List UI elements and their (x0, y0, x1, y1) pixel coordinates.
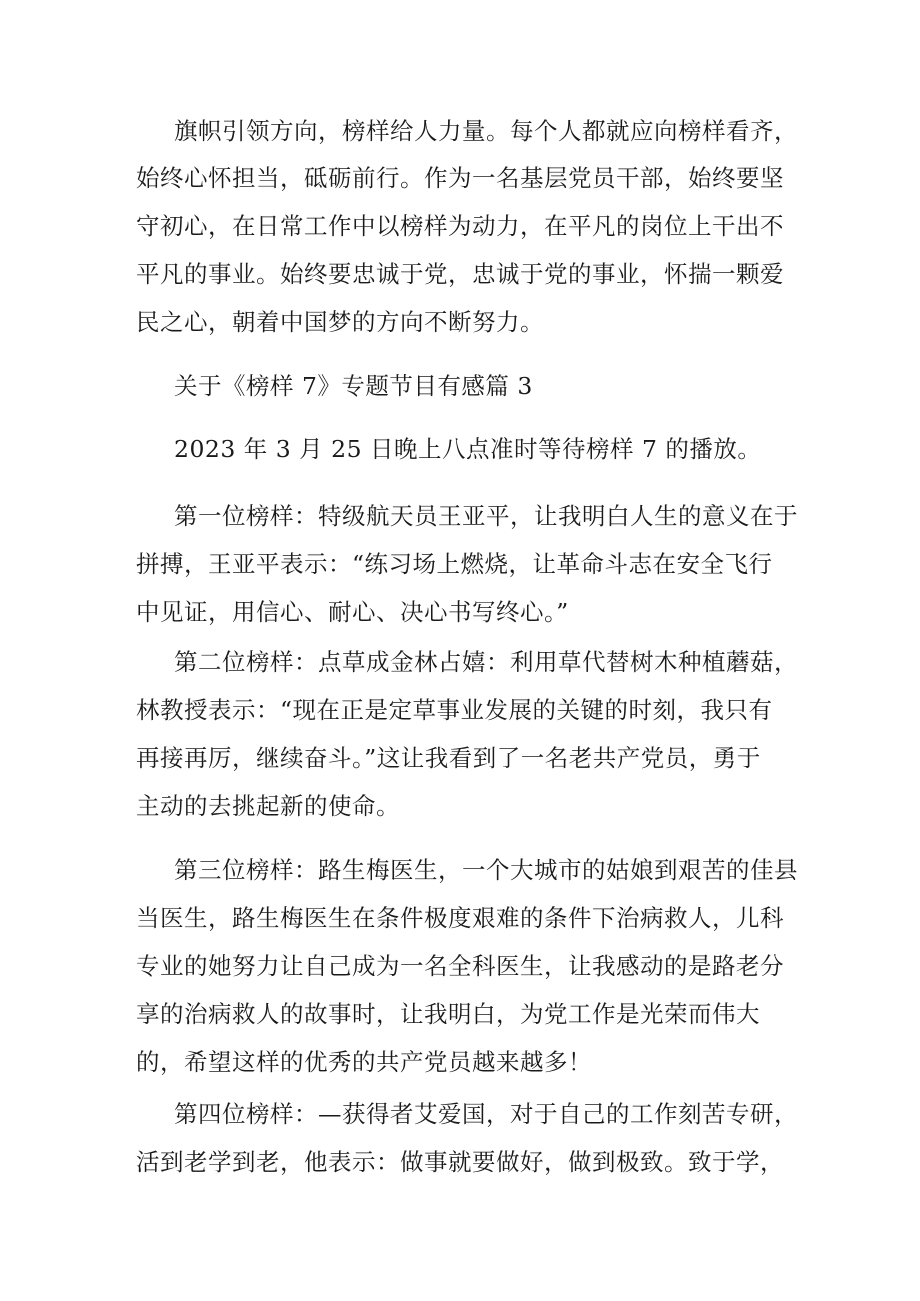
text-line: 守初心，在日常工作中以榜样为动力，在平凡的岗位上干出不 (136, 212, 784, 240)
text-line: 主动的去挑起新的使命。 (136, 792, 400, 820)
text-line: 的，希望这样的优秀的共产党员越来越多！ (136, 1048, 592, 1076)
text-line: 专业的她努力让自己成为一名全科医生，让我感动的是路老分 (136, 952, 784, 980)
text-line: 享的治病救人的故事时，让我明白，为党工作是光荣而伟大 (136, 1000, 760, 1028)
section-heading: 关于《榜样 7》专题节目有感篇 3 (174, 372, 533, 400)
text-line: 民之心，朝着中国梦的方向不断努力。 (136, 308, 544, 336)
text-line: 第一位榜样：特级航天员王亚平，让我明白人生的意义在于 (174, 502, 798, 530)
text-line: 第二位榜样：点草成金林占嬉：利用草代替树木种植蘑菇， (174, 648, 798, 676)
text-line: 活到老学到老，他表示：做事就要做好，做到极致。致于学， (136, 1148, 784, 1176)
text-line: 拼搏，王亚平表示：“练习场上燃烧，让革命斗志在安全飞行 (136, 550, 773, 578)
text-line: 平凡的事业。始终要忠诚于党，忠诚于党的事业，怀揣一颗爱 (136, 260, 784, 288)
text-line: 第四位榜样：—获得者艾爱国，对于自己的工作刻苦专研， (174, 1100, 798, 1128)
text-line: 第三位榜样：路生梅医生，一个大城市的姑娘到艰苦的佳县 (174, 856, 798, 884)
text-line: 当医生，路生梅医生在条件极度艰难的条件下治病救人，儿科 (136, 904, 784, 932)
intro-line: 2023 年 3 月 25 日晚上八点准时等待榜样 7 的播放。 (174, 435, 762, 463)
text-line: 旗帜引领方向，榜样给人力量。每个人都就应向榜样看齐， (174, 117, 798, 145)
text-line: 中见证，用信心、耐心、决心书写终心。” (136, 598, 569, 626)
text-line: 再接再厉，继续奋斗。”这让我看到了一名老共产党员，勇于 (136, 744, 761, 772)
text-line: 林教授表示：“现在正是定草事业发展的关键的时刻，我只有 (136, 696, 773, 724)
text-line: 始终心怀担当，砥砺前行。作为一名基层党员干部，始终要坚 (136, 164, 784, 192)
